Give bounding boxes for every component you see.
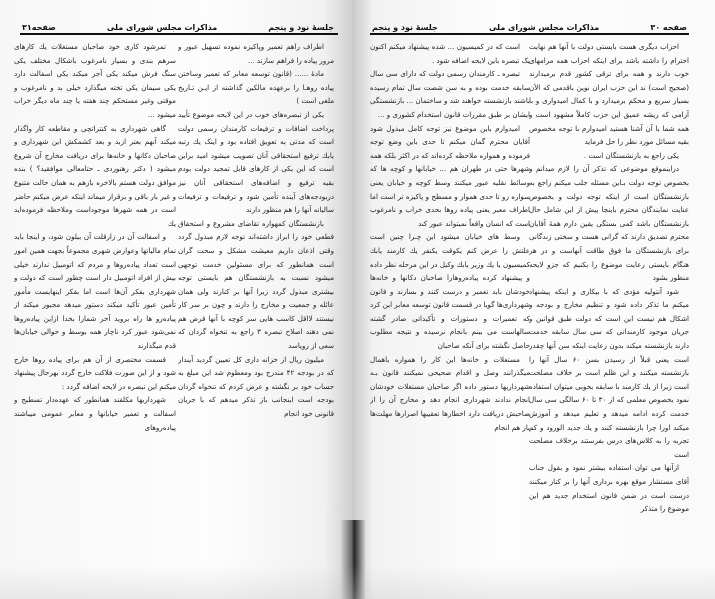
- paragraph: اطراف راهم تعمیر وپاکیزه نموده تسهیل عبور و مرور پیاده را فراهم سازند ...: [178, 42, 334, 65]
- text-column-left: [14, 40, 176, 559]
- paragraph: میلیون ریال از خزانه داری کل تعیین گردید آیندار که در بودجه ۴۲ مندرج بود ومعطوم شد این مبلغ به حساب خود بر نگشته و عرض کردم که تنخواه گردان بودجه است اینجانب باز تذکر میدهم که با جریان قانونی خود انجام: [178, 354, 334, 419]
- paragraph: وسط های خیابان میشود این چـرا چنین است علتش را عرض کنم یکوقت یکنفر یك کارمند یابك کمیسیون یا یك وزیر یابك وکیل در این مرحله نظر داده و پیشنهاد کرده پیاده‌روهارا صاحبان دکانها و خانه‌ها خودشان باید تعمیر و درست کنند و بسازند و قانون شهرداری‌ها گویا در قسمت قانون توسعه معابر این کرد که تعمیرات و دستورات و تأکیداتی صادر گشته سالهاست می بینم بانجام نرسیده و نتیجه مطلوب حاصل نگشته برای آنکه صاحبان: [370, 232, 530, 351]
- page-number: صفحه ۳۰: [650, 23, 687, 32]
- text-column-right: [178, 40, 334, 559]
- page-30: [352, 0, 715, 599]
- journal-title: مذاکرات مجلس شورای ملی: [106, 23, 218, 32]
- paragraph: تمرشود کاری خود صاحبان مستغلات یك کارهای سرهم بندی و بسیار نامرغوب باشکال مختلف یکی سنگ فرش میکند یکی آجر میکند یکی اسفالت دارد یکی سیمان یکی تخته میگذارد خیلی بد و نامرغوب و موقتی وغیر مستحکم چند هفته یا چند ماه دیگر خراب میشود ...: [14, 42, 176, 119]
- paragraph: تبصره ـ کارمندان رسمی دولت که دارای سی سال سابقه خدمت بوده و به سن شصت سال تمام رسیده باشند بازنشسته خواهند شد و ساختمان ... بازنشستگی ایشان بر طبق مقررات قانون استخدام کشوری و ...: [370, 69, 530, 119]
- paragraph: امیدوارم باین موضوع نیز توجه کامل مبذول شود آقایان محترم گمان میکنم تا حدی باین وضع توجه فرموده و همواره ملاحظه کرده‌اند که در اکثر بلکه همه شهرها حتی در طهران هم ... خیابانها و کوچه ها که وسائط نقلیه عبور میکنند وسط کوچه و خیابان یعنی سواره رو تا حدی هموار و مسطح و پاکیزه تر است اما اطراف معبر یعنی پیاده روها بحدی خراب و نامرغوب است که انسان واقعاً نمیتواند عبور کند: [370, 123, 530, 228]
- paragraph: ازآنها می توان استفاده بیشتر نمود و بقول جناب آقای مستشار موقع بهره برداری آنها را بر کنار میکنند درست است در ضمن قانون استخدام جدید هم این موضوع را متذکر: [529, 463, 689, 514]
- page-31: [0, 0, 352, 599]
- paragraph: گاهی شهرداری به کنتراتچی و مقاطعه کار واگذار میکند آنهم بعتر ازبد و بعد کشمکش این شهرداری و صاحبان دکانها و خانه‌ها برای دریافت مخارج آن شروع میشود ( دکتر رهنوردی ـ حتامعالی موافقید؟ ) بنده موافق دولت هستم بالاخره بازهم به همان حالت متنوع و غیر بار باقی و برقرار میماند اینکه عرض میکنم حاضر است در همه شهرها موجوداست وملاحظه فرموده‌اید یك: [14, 123, 176, 228]
- page-number: صفحه۳۱: [22, 23, 56, 32]
- paragraph: مادهٔ ...... (قانون توسعه معابر که تعمیر وساختن پیاده روهـا را برعهده مالکین گذاشته از ایـن تـاریخ ملغی است ): [178, 69, 334, 106]
- header-rule: [20, 33, 338, 35]
- text-column-left: [370, 40, 530, 559]
- running-header: [22, 18, 334, 32]
- text-column-right: [529, 40, 689, 559]
- paragraph: دراینموقع موضوعی که تذکر آن را لازم میدانم و بخصوص توجه دولت بـاین مسئله جلب میکنم راجع به بازنشستگان است از اینکه توجه دولت و بخصوص عنایت نمایندگان محترم باینجا پیش از این شامل حال بازنشستگان باشد کمی بستگی یقین دارم همهٔ آقایان محترم تصدیق دارند که گرانی هست و سختی زندگانی برای بازنشستگان ما فوق طاقت آنهاست و در هر هنگام بایستی رعایت موضوع را بکنیم که جزو لایحه منظور بشود: [529, 164, 689, 283]
- paragraph: است که در کمیسیون ... شده پیشنهاد میکنم اکنون یک تبصره باین لایحه اضافه شود .: [370, 42, 530, 65]
- paragraph: احزاب دیگری هست بایستی دولت با آنها هم نهایت احترام را داشته باشد برای اینکه احزاب همه مرامهای خوب دارند و همه برای ترقی کشور قدم برمیدارند (صحیح است) ند این حزب ایران نوین باقدمی که الآن بسیار سریع و محکم برمیدارد و با کمال امیدواری و با آرامی که ریشه عمیق این حزب کاملاً مشهود است و همه شما با آن آشنا هستید امیدوارم با توجه مخصوص بقیه مسائل مورد نظر را حل فرماید: [529, 42, 689, 147]
- session-label: جلسهٔ نود و پنجم: [372, 23, 438, 32]
- paragraph: یکی راجع به بازنشستگان است .: [583, 150, 679, 160]
- paragraph: قسمت مختصری از آن هم برای پیاده روها خارج شود و از این صورت فلاکت خارج گردد بهرحال پیشنهاد میکنم این تبصره در لایحه اضافه گردد :: [14, 354, 176, 391]
- paragraph: بازنشستگان کمهواره تقاضای مشروع و استحقاق قطعی خود را ابراز داشته‌اند توجه لازم مبذول گردد وقتی اذعان داریم معیشت مشکل و سخت گران است همانطور که برای مسئولین خدمت توجهی میشود نسبت به بازنشستگان هم بایستی توجه بیشتری مبذول گردد زیرا آنها بر کنارند ولی همان عائله و جمعیت و مخارج را دارند و چون بر سر کار نیستند لااقل کاسب هایی سر کوچه با آنها قرض هم نمی دهند اصلاح تبصره ۳ راجع به تنخواه گردان که سعی از رویاسد: [178, 218, 334, 351]
- paragraph: شهرداریها مکلفند همانطور که عهده‌دار تسطیح و اسفالت و تعمیر خیابانها و معابر عمومی میباشند پیاده‌روهای: [14, 395, 176, 432]
- paragraph: و اسفالت آن در زارقلت آن بیلون شود، و اینجا باید تمام مالیاتها وعوارض شهری مجموعاً بجهت همین امور است تعداد پیاده‌رو‌ها و مردم که اتومبیل ندارند خیلی بیش از افراد اتومبیل دار است چطور است که دولت و شهرداری بفکر آن‌ها است اما بفکر اینهایست مأمور تأمین عبور تأکید میکند دستور میدهد مجبور میکند از پیاده‌رو ها راه بروید آخر شمارا بخدا ازاین پیاده‌روها نمی‌شود عبور کرد ناچار همه بوسط و حوالی خیابان‌ها قدم میگذارند: [14, 232, 176, 351]
- header-rule: [370, 33, 689, 35]
- running-header: [372, 18, 687, 32]
- paragraph: مستغلات و خانه‌ها این کار را همواره باهمال میگذرانند وصل و اقدام صحیحی نمیکنند قانون بـه شهرداریها دستور داده اگر صاحبان مستغلات خودشان انجام ندادند شهرداری انجام دهد و مخارج آن را از صاحبش دریافت دارد اخطارها تعقیبها اصرارها مهلت‌ها باز هم انجام: [370, 354, 530, 432]
- paragraph: شود آنتولیه مؤدی که با بیکاری و اینکه پیشنهاد میکنم ما تذکر داده شود و تنظیم مخارج و بودجه و اشکال هم نیست این است که دولت طبق قوانین و جریان موجود کارمندانی که سی سال سابقه خدمت دارند بازنشسته میکند بدون رعایت اینکه سن آنها چقدر است یعنی قبلاً از رسیدن بسن ۶۰ سال آنها را بازنشسته میکنند و این ظلم است بر خلاف مصلحت است زیرا از یك کارمند با سابقه بخوبی میتوان استفاده نمود بخصوص معلمی که از ۳۰ تا ۶۰ سالگی سی سال خدمت کرده ادامه میدهد و تعلیم میدهد و آموزش میکند اورا چرا بازنشسته کنند و یك جدید الورود و کم تجربه را به کلاس‌های درس بفرستند برخلاف مصلحت است: [529, 286, 689, 459]
- journal-title: مذاکرات مجلس شورای ملی: [488, 23, 600, 32]
- paragraph: یکی از تبصره‌های خوب در این لایحه موضوع تأیید پرداخت اضافات و ترفیعات کارمندان رسمی دولت است که مدتی به تعویق افتاده بود و اینک یك رتبه یابك ترفیع استحقاقی آنان تصویب میشود امید براین است که این یکی از کارهای قابل تمجید دولت بودم بقیه ترفیع و اضافه‌های استحقاقی آنان نیز دربودجه‌های آینده تأمین شود و ترفیعات و ترفیعات سالیانه آنها را هم منظور دارند: [178, 109, 334, 215]
- session-label: جلسهٔ نود و پنجم: [268, 23, 334, 32]
